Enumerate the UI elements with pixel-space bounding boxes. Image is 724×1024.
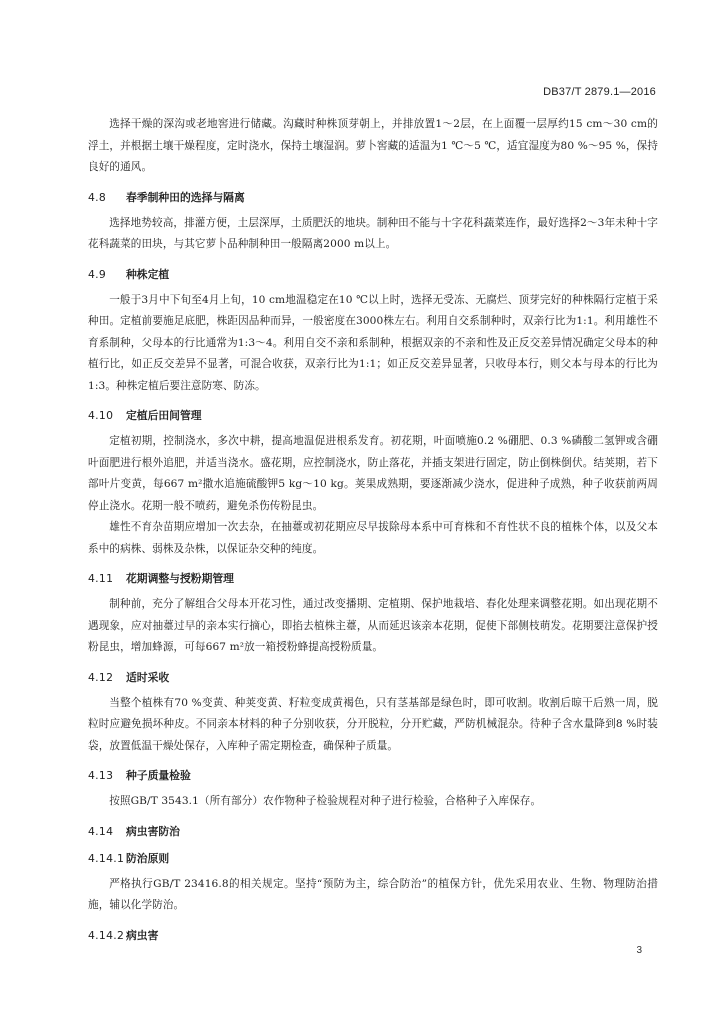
section-heading: [88, 824, 658, 840]
standard-code: DB37/T 2879.1—2016: [543, 86, 656, 98]
section-title: 病虫害: [126, 928, 159, 942]
paragraph: 严格执行GB/T 23416.8的相关规定。坚持“预防为主，综合防治”的植保方针，优先采用农业、生物、物理防治措施，辅以化学防治。: [88, 877, 658, 911]
section-title: 春季制种田的选择与隔离: [126, 190, 245, 204]
section-title: 防治原则: [126, 851, 170, 865]
section-heading: [88, 571, 658, 587]
section-heading: [88, 851, 658, 867]
document-body: [88, 114, 658, 951]
paragraph: 一般于3月中下旬至4月上旬，10 cm地温稳定在10 ℃以上时，选择无受冻、无腐烂、顶芽完好的种株隔行定植于采种田。定植前要施足底肥，株距因品种而异，一般密度在3000株左右。利用自交系制种时，双亲行比为1:1。利用雄性不育系制种，父母本的行比通常为1:3～4。利用自交不亲和系制种，根据双亲的不亲和性及正反交差异情况确定父母本的种植行比，如正反交差异不显著，可混合收获，双亲行比为1:1；如正反交差异显著，只收母本行，则父本与母本的行比为1:3。种株定植后要注意防寒、防冻。: [88, 293, 658, 392]
section-title: 种株定植: [126, 267, 170, 281]
paragraph: 当整个植株有70 %变黄、种荚变黄、籽粒变成黄褐色，只有茎基部是绿色时，即可收割。收割后晾干后熟一周，脱粒时应避免损坏种皮。不同亲本材料的种子分别收获，分开脱粒，分开贮藏，严防机械混杂。待种子含水量降到8 %时装袋，放置低温干燥处保存，入库种子需定期检查，确保种子质量。: [88, 696, 658, 752]
paragraph: 选择干燥的深沟或老地窖进行储藏。沟藏时种株顶芽朝上，并排放置1～2层，在上面覆一层厚约15 cm～30 cm的浮土，并根据土壤干燥程度，定时浇水，保持土壤湿润。萝卜窖藏的适温为1 ℃～5 ℃，适宜湿度为80 %～95 %，保持良好的通风。: [88, 118, 658, 173]
section-title: 适时采收: [126, 670, 170, 684]
section-title: 种子质量检验: [126, 769, 191, 782]
section-heading: [88, 768, 658, 784]
section-number: 4.11: [88, 572, 114, 585]
section-heading: [88, 408, 658, 424]
paragraph: 选择地势较高，排灌方便，土层深厚，土质肥沃的地块。制种田不能与十字花科蔬菜连作，最好选择2～3年未种十字花科蔬菜的田块，与其它萝卜品种制种田一般隔离2000 m以上。: [88, 216, 658, 250]
section-title: 定植后田间管理: [126, 409, 202, 422]
section-number: 4.14: [88, 824, 114, 838]
section-number: 4.14.1: [88, 851, 125, 865]
section-title: 花期调整与授粉期管理: [126, 572, 234, 585]
section-heading: [88, 928, 658, 944]
section-number: 4.9: [88, 267, 107, 281]
section-number: 4.10: [88, 409, 114, 422]
section-number: 4.13: [88, 769, 114, 782]
paragraph: 制种前，充分了解组合父母本开花习性，通过改变播期、定植期、保护地栽培、春化处理来调整花期。如出现花期不遇现象，应对抽薹过早的亲本实行摘心，即掐去植株主薹，从而延迟该亲本花期，促使下部侧枝萌发。花期要注意保护授粉昆虫，增加蜂源，可每667 m²放一箱授粉蜂提高授粉质量。: [88, 598, 658, 653]
section-title: 病虫害防治: [126, 824, 180, 838]
section-number: 4.8: [88, 190, 107, 204]
page-number: 3: [636, 945, 642, 956]
paragraph: 按照GB/T 3543.1（所有部分）农作物种子检验规程对种子进行检验，合格种子入库保存。: [109, 795, 542, 807]
section-number: 4.12: [88, 670, 114, 684]
paragraph: 定植初期，控制浇水，多次中耕，提高地温促进根系发育。初花期，叶面喷施0.2 %硼肥、0.3 %磷酸二氢钾或含硼叶面肥进行根外追肥，并适当浇水。盛花期，应控制浇水，防止落花，并插支架进行固定，防止倒株倒伏。结荚期，若下部叶片变黄，每667 m²撒水追施硫酸钾5 kg～10 kg。荚果成熟期，要逐渐减少浇水，促进种子成熟，种子收获前两周停止浇水。花期一般不喷药，避免杀伤传粉昆虫。: [88, 435, 658, 512]
section-heading: [88, 670, 658, 686]
section-number: 4.14.2: [88, 928, 125, 942]
section-heading: [88, 267, 658, 283]
paragraph: 雄性不育杂苗期应增加一次去杂，在抽薹或初花期应尽早拔除母本系中可育株和不育性状不良的植株个体，以及父本系中的病株、弱株及杂株，以保证杂交种的纯度。: [88, 521, 658, 555]
section-heading: [88, 190, 658, 206]
